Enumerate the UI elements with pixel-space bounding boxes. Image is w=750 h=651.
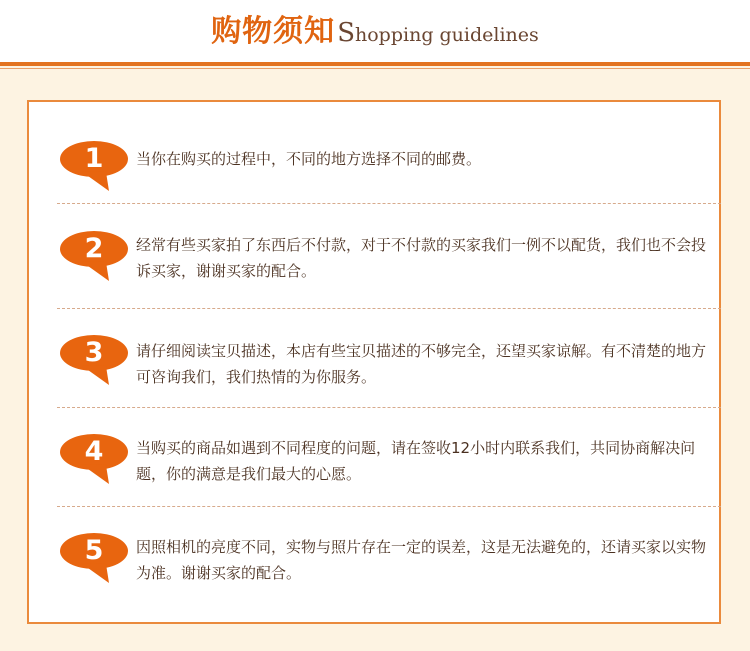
- page-header: [0, 0, 750, 62]
- item-number: 1: [84, 143, 104, 174]
- guideline-item-3: [29, 326, 719, 406]
- divider: [57, 407, 721, 408]
- item-text: 经常有些买家拍了东西后不付款，对于不付款的买家我们一例不以配货，我们也不会投诉买家，谢谢买家的配合。: [136, 236, 707, 280]
- divider: [57, 506, 721, 507]
- title-english-initial: S: [337, 18, 355, 48]
- item-number: 5: [84, 535, 104, 566]
- guideline-item-2: [29, 220, 719, 300]
- number-bubble-4: [59, 433, 135, 487]
- header-rule-thin: [0, 68, 750, 69]
- number-bubble-3: [59, 334, 135, 388]
- divider: [57, 203, 721, 204]
- item-text: 因照相机的亮度不同，实物与照片存在一定的误差，这是无法避免的，还请买家以实物为准。谢谢买家的配合。: [136, 538, 707, 582]
- title-chinese: 购物须知: [211, 14, 336, 49]
- title-english-rest: hopping guidelines: [355, 24, 539, 46]
- divider: [57, 308, 721, 309]
- guidelines-panel: [27, 100, 721, 624]
- item-number: 4: [84, 436, 104, 467]
- guideline-item-1: [29, 132, 719, 192]
- header-rule-thick: [0, 62, 750, 66]
- number-bubble-5: [59, 532, 135, 586]
- item-number: 3: [84, 337, 104, 368]
- item-number: 2: [84, 233, 104, 264]
- title-english: [337, 18, 539, 48]
- item-text: 请仔细阅读宝贝描述，本店有些宝贝描述的不够完全，还望买家谅解。有不清楚的地方可咨询我们，我们热情的为你服务。: [136, 342, 707, 386]
- item-text: 当你在购买的过程中，不同的地方选择不同的邮费。: [136, 150, 482, 168]
- page-title: [0, 10, 750, 58]
- number-bubble-1: [59, 140, 135, 194]
- number-bubble-2: [59, 230, 135, 284]
- item-text: 当购买的商品如遇到不同程度的问题，请在签收12小时内联系我们，共同协商解决问题，你的满意是我们最大的心愿。: [136, 439, 696, 483]
- guideline-item-4: [29, 423, 719, 503]
- guideline-item-5: [29, 522, 719, 602]
